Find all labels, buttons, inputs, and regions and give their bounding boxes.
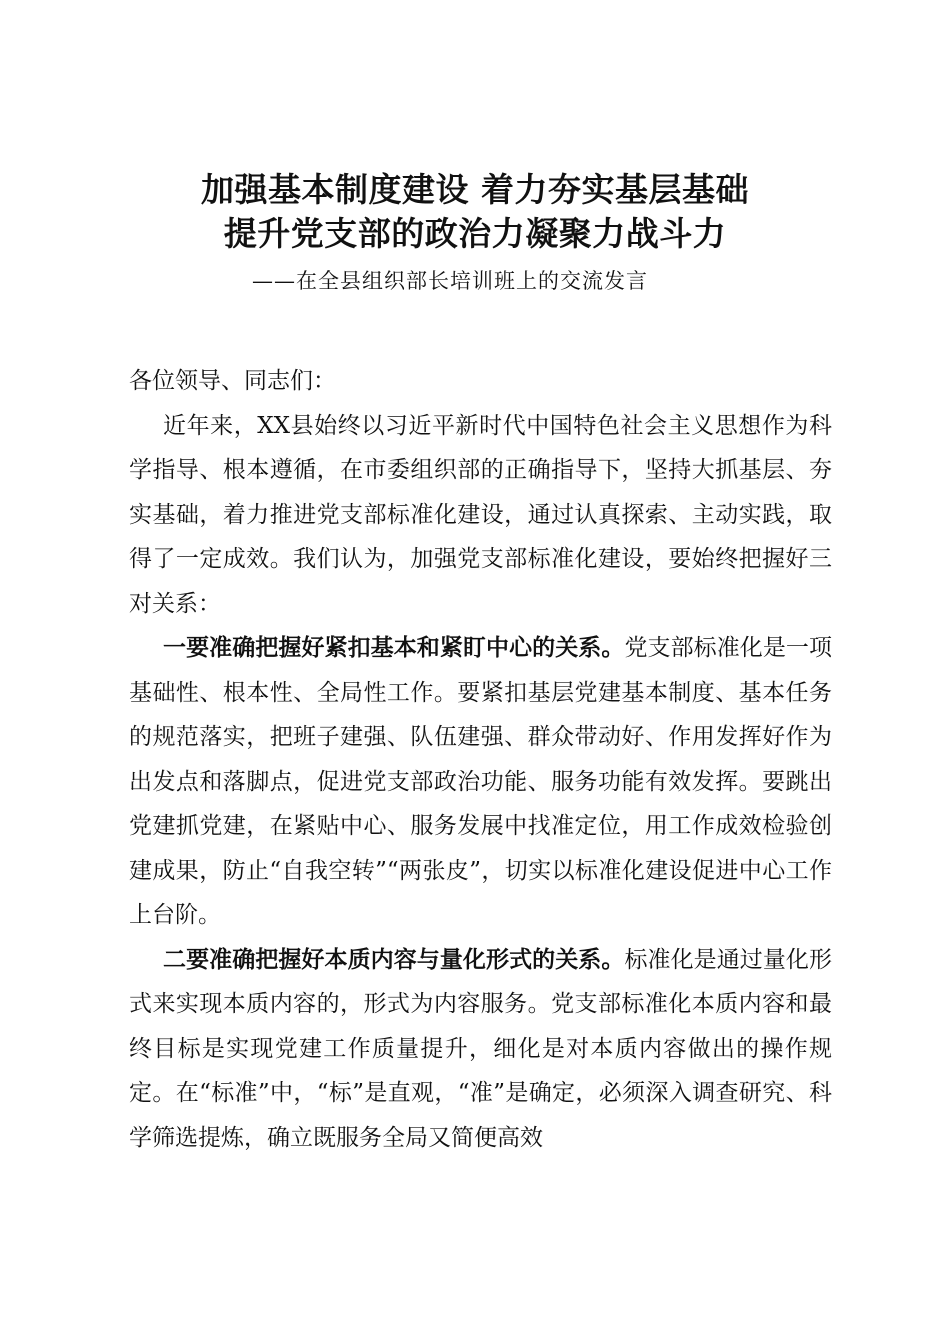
paragraph-point-2-text: 标准化是通过量化形式来实现本质内容的，形式为内容服务。党支部标准化本质内容和最终目标是实现党建工作质量提升，细化是对本质内容做出的操作规定。在“标准”中，“标”是直观，“准”是确定，必须深入调查研究、科学筛选提炼，确立既服务全局又简便高效: [129, 946, 833, 1151]
paragraph-point-1-text: 党支部标准化是一项基础性、根本性、全局性工作。要紧扣基层党建基本制度、基本任务的规范落实，把班子建强、队伍建强、群众带动好、作用发挥好作为出发点和落脚点，促进党支部政治功能、服务功能有效发挥。要跳出党建抓党建，在紧贴中心、服务发展中找准定位，用工作成效检验创建成果，防止“自我空转”“两张皮”，切实以标准化建设促进中心工作上台阶。: [129, 635, 833, 928]
document-subtitle: ——在全县组织部长培训班上的交流发言: [252, 269, 648, 293]
document-title-line-2: 提升党支部的政治力凝聚力战斗力: [223, 214, 727, 253]
salutation: 各位领导、同志们：: [129, 368, 336, 394]
paragraph-point-1-heading: 一要准确把握好紧扣基本和紧盯中心的关系。: [163, 635, 625, 661]
paragraph-point-2-heading: 二要准确把握好本质内容与量化形式的关系。: [163, 946, 625, 973]
paragraph-point-1: [129, 626, 832, 938]
document-title-line-1: 加强基本制度建设 着力夯实基层基础: [201, 170, 749, 209]
paragraph-intro: [129, 404, 832, 627]
paragraph-intro-text: 近年来，XX县始终以习近平新时代中国特色社会主义思想作为科学指导、根本遵循，在市委组织部的正确指导下，坚持大抓基层、夯实基础，着力推进党支部标准化建设，通过认真探索、主动实践，取得了一定成效。我们认为，加强党支部标准化建设，要始终把握好三对关系：: [129, 412, 832, 617]
paragraph-point-2: [129, 938, 832, 1161]
document-body: [129, 359, 832, 1160]
